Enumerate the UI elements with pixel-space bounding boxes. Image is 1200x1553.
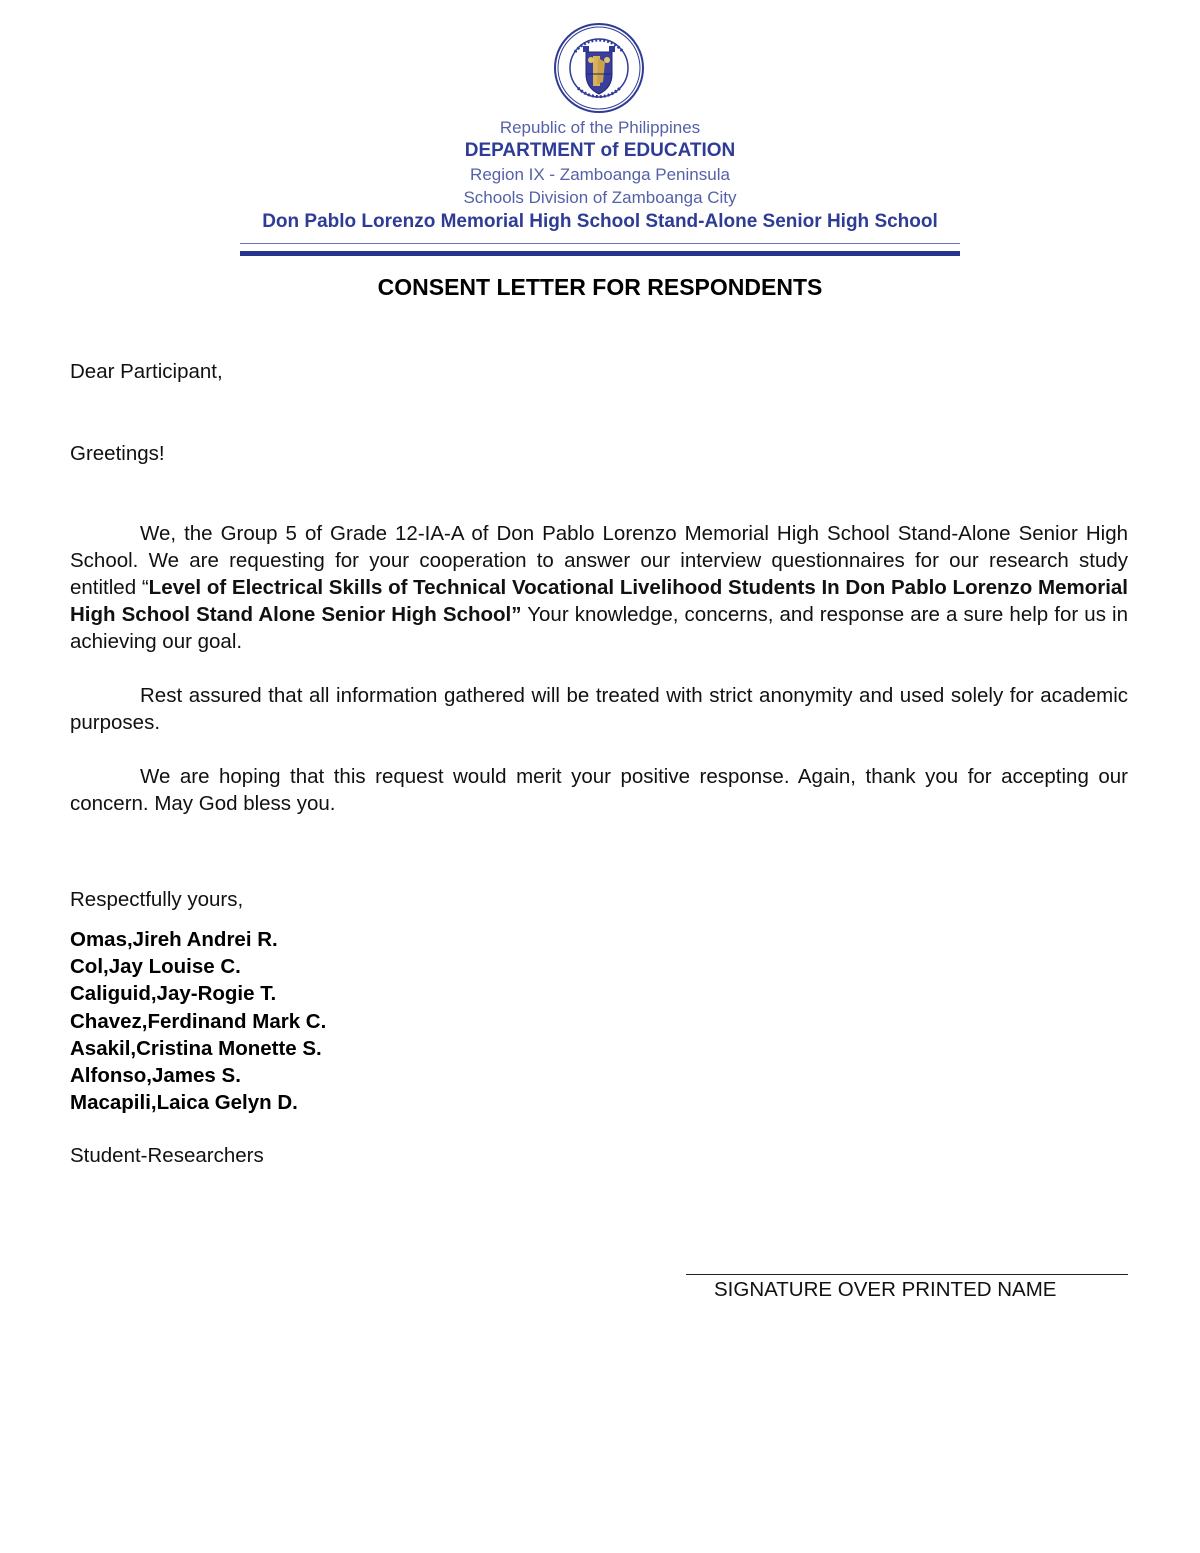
paragraph-thanks-text: We are hoping that this request would merit your positive response. Again, thank you for accepting our concern. May God bless you. (70, 765, 1128, 815)
researcher-name: Omas,Jireh Andrei R. (70, 928, 278, 951)
salutation: Dear Participant, (70, 360, 223, 383)
researcher-name: Macapili,Laica Gelyn D. (70, 1091, 298, 1115)
header-divider-thick (240, 251, 960, 256)
paragraph-request (70, 520, 1128, 655)
paragraph-anonymity (70, 682, 1128, 736)
researcher-name: Alfonso,James S. (70, 1064, 241, 1088)
document-title: CONSENT LETTER FOR RESPONDENTS (377, 274, 823, 300)
division-line: Schools Division of Zamboanga City (463, 188, 737, 207)
researcher-name: Col,Jay Louise C. (70, 955, 241, 979)
researcher-name: Caliguid,Jay-Rogie T. (70, 982, 277, 1006)
signature-line (686, 1274, 1128, 1275)
header-divider-thin (240, 243, 960, 244)
signature-label: SIGNATURE OVER PRINTED NAME (714, 1278, 1057, 1301)
paragraph-thanks (70, 763, 1128, 817)
department-name: DEPARTMENT of EDUCATION (464, 140, 736, 161)
region-line: Region IX - Zamboanga Peninsula (470, 165, 730, 184)
researcher-list (70, 926, 326, 1116)
republic-line: Republic of the Philippines (499, 118, 701, 137)
school-name: Don Pablo Lorenzo Memorial High School Stand-Alone Senior High School (262, 211, 938, 232)
researcher-role: Student-Researchers (70, 1144, 264, 1167)
paragraph-anonymity-text: Rest assured that all information gathered will be treated with strict anonymity and used solely for academic purposes. (70, 684, 1128, 734)
paragraph-request-intro: We, the Group 5 of Grade 12-IA-A of Don Pablo Lorenzo Memorial High School Stand-Alone Senior High School. We are requesting for your cooperation to answer our interview questionnaires for our research study entitled “ (70, 522, 1128, 599)
paragraph-request-outro: Your knowledge, concerns, and response are a sure help for us in achieving our goal. (70, 603, 1128, 653)
greeting: Greetings! (70, 442, 165, 465)
researcher-name: Chavez,Ferdinand Mark C. (70, 1009, 327, 1033)
researcher-name: Asakil,Cristina Monette S. (70, 1036, 322, 1060)
study-title: Level of Electrical Skills of Technical Vocational Livelihood Students In Don Pablo Lorenzo Memorial High School Stand Alone Senior High School” (70, 576, 1128, 626)
closing: Respectfully yours, (70, 888, 244, 911)
deped-seal-logo (553, 22, 645, 114)
